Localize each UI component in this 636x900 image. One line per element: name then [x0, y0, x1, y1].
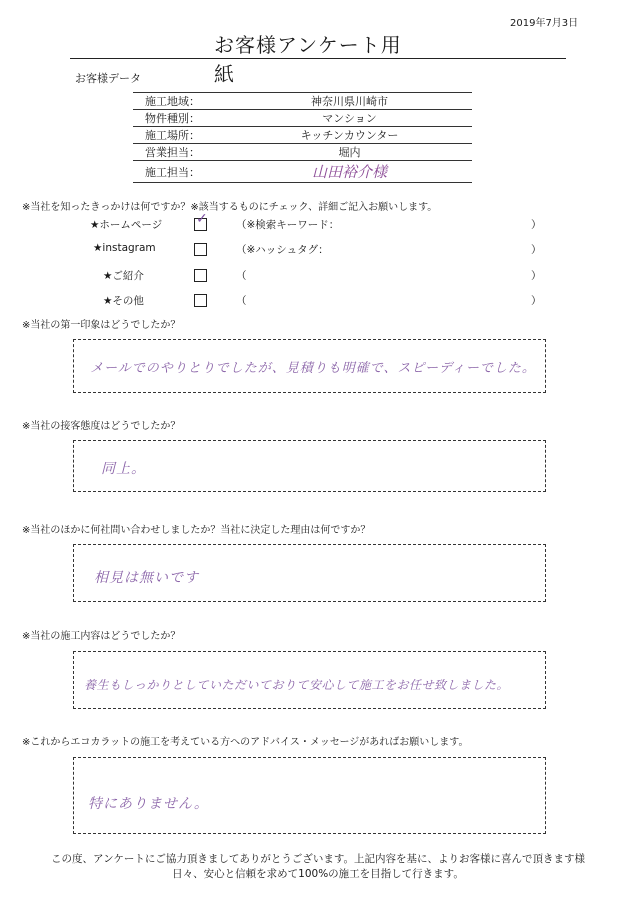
survey-date: 2019年7月3日 [510, 18, 579, 29]
info-row-installer [133, 161, 472, 183]
info-label: 施工地域： [133, 93, 227, 110]
option-detail-instagram: （※ハッシュタグ： [236, 244, 329, 256]
q4-question: ※当社のほかに何社問い合わせしましたか？当社に決定した理由は何ですか？ [22, 525, 371, 536]
footer-line-1: この度、アンケートにご協力頂きましてありがとうございます。上記内容を基に、よりお客様に喜んで頂きます様 [50, 853, 586, 865]
info-label: 営業担当： [133, 144, 227, 161]
title-underline [410, 58, 566, 59]
instagram-checkbox[interactable] [194, 243, 207, 256]
page-title: お客様アンケート用紙 [214, 33, 402, 86]
info-row-location [133, 127, 472, 144]
info-value: 神奈川県川崎市 [227, 93, 472, 110]
option-detail-homepage: （※検索キーワード： [236, 219, 340, 231]
q4-answer-box [73, 544, 546, 602]
q1-question: ※当社を知ったきっかけは何ですか？※該当するものにチェック、詳細ご記入お願いします。 [22, 202, 438, 213]
option-detail-other: （ [236, 295, 247, 307]
q3-answer: 同上。 [101, 461, 146, 477]
referral-checkbox[interactable] [194, 269, 207, 282]
customer-data-label: お客様データ [75, 72, 141, 85]
q6-answer: 特にありません。 [88, 796, 209, 812]
installer-signature: 山田裕介様 [311, 163, 387, 181]
q6-answer-box [73, 757, 546, 834]
info-value: 堀内 [227, 144, 472, 161]
option-label-referral: ★ご紹介 [103, 270, 144, 282]
info-value: キッチンカウンター [227, 127, 472, 144]
option-label-instagram: ★instagram [93, 242, 156, 254]
info-row-sales [133, 144, 472, 161]
q5-answer-box [73, 651, 546, 709]
q6-question: ※これからエコカラットの施工を考えている方へのアドバイス・メッセージがあればお願いします。 [22, 737, 469, 748]
q4-answer: 相見は無いです [94, 570, 199, 586]
q1-instruction: ※該当するものにチェック、詳細ご記入お願いします。 [190, 202, 438, 213]
customer-info-table [133, 92, 472, 183]
option-close-paren: ） [531, 219, 542, 231]
option-label-homepage: ★ホームページ [90, 219, 163, 231]
check-mark-icon: ✓ [196, 211, 208, 227]
option-detail-referral: （ [236, 270, 247, 282]
option-close-paren: ） [531, 244, 542, 256]
q5-question: ※当社の施工内容はどうでしたか？ [22, 631, 181, 642]
q3-answer-box [73, 440, 546, 492]
info-row-property [133, 110, 472, 127]
option-label-other: ★その他 [103, 295, 144, 307]
q2-question: ※当社の第一印象はどうでしたか？ [22, 320, 181, 331]
info-label: 施工場所： [133, 127, 227, 144]
info-row-area [133, 93, 472, 110]
other-checkbox[interactable] [194, 294, 207, 307]
q2-answer: メールでのやりとりでしたが、見積りも明確で、スピーディーでした。 [90, 361, 536, 376]
footer-message [8, 852, 628, 882]
q5-answer: 養生もしっかりとしていただいておりて安心して施工をお任せ致しました。 [84, 678, 510, 692]
q3-question: ※当社の接客態度はどうでしたか？ [22, 421, 181, 432]
footer-line-2: 日々、安心と信頼を求めて100%の施工を目指して行きます。 [172, 868, 464, 880]
info-value: マンション [227, 110, 472, 127]
option-close-paren: ） [531, 270, 542, 282]
info-label: 施工担当： [133, 161, 227, 183]
q2-answer-box [73, 339, 546, 393]
info-label: 物件種別： [133, 110, 227, 127]
option-close-paren: ） [531, 295, 542, 307]
